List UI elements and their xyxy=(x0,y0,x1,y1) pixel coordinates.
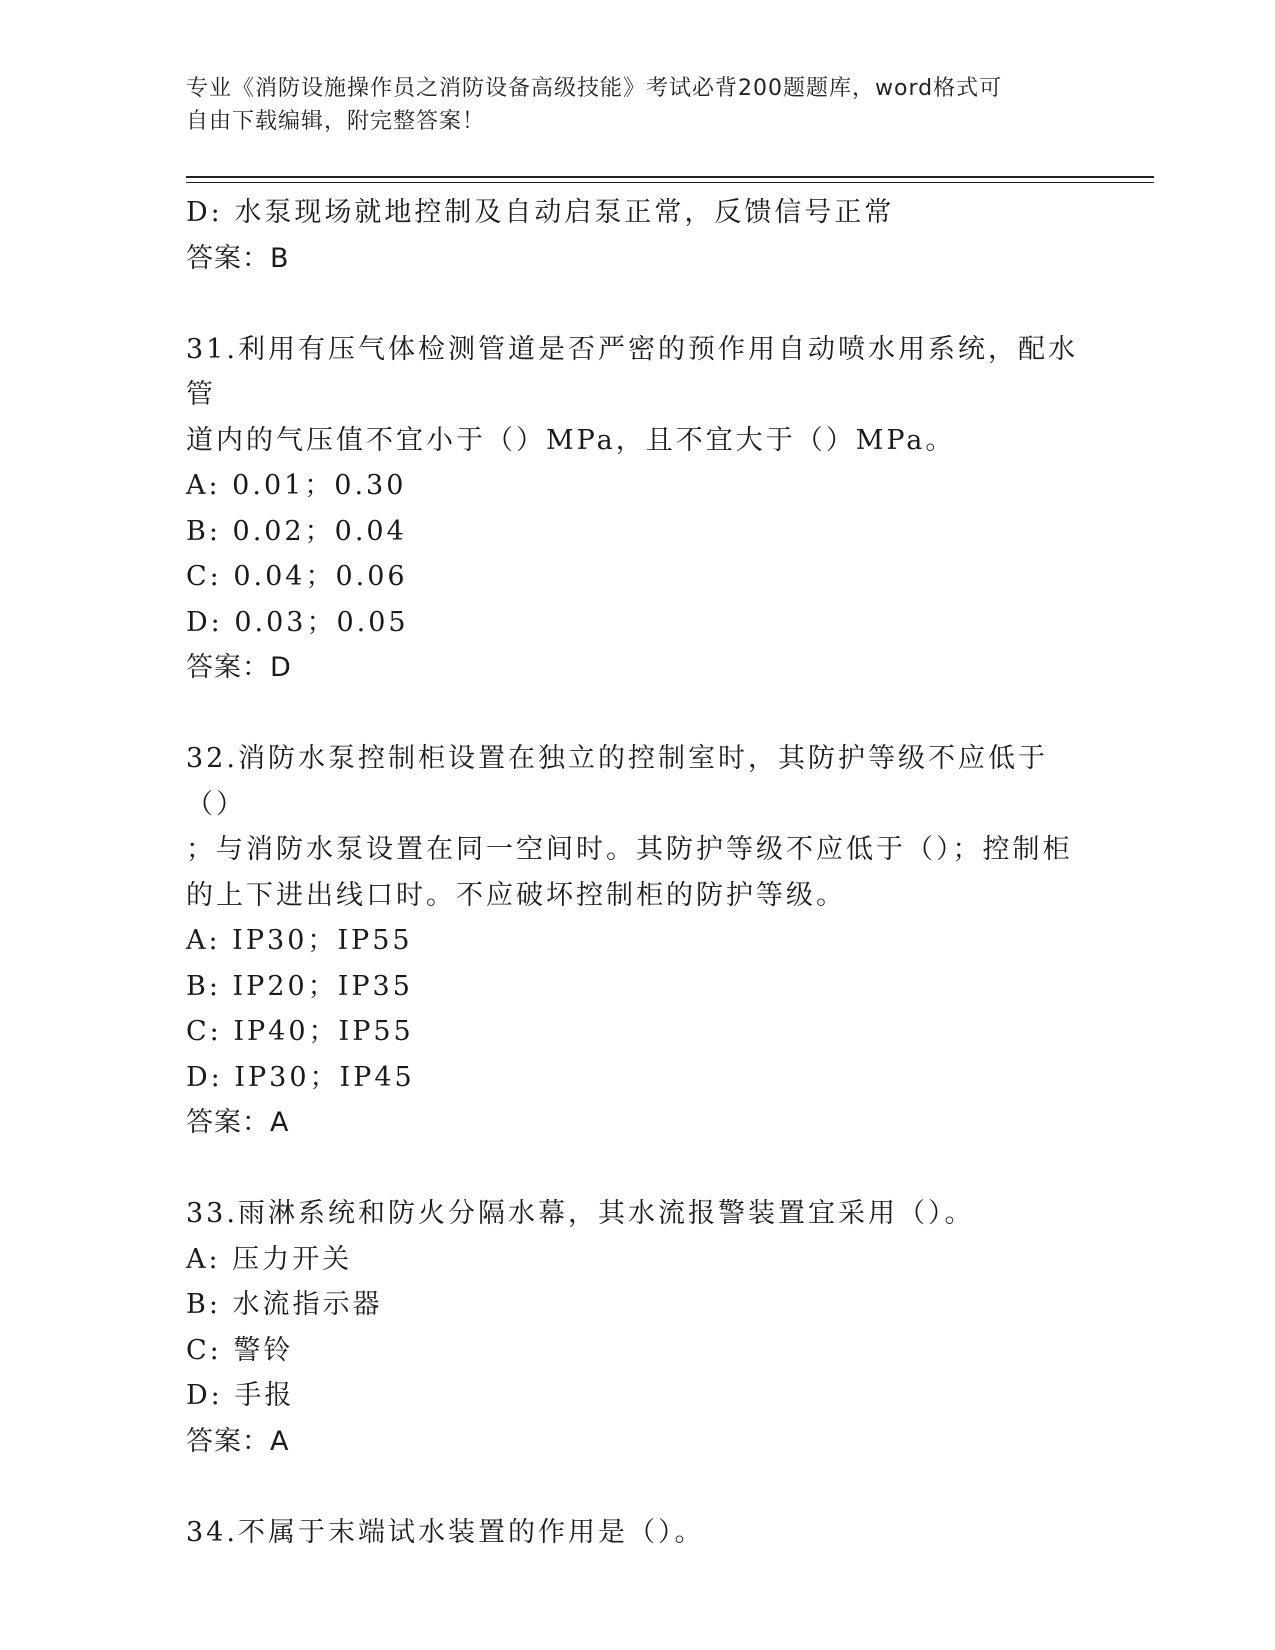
spacer xyxy=(186,1146,1086,1192)
question-stem-line: ；与消防水泵设置在同一空间时。其防护等级不应低于（）；控制柜 xyxy=(186,834,1073,865)
option-c: C: 警铃 xyxy=(186,1334,294,1366)
question-stem-line: 32.消防水泵控制柜设置在独立的控制室时，其防护等级不应低于（） xyxy=(186,743,1048,820)
question-31 xyxy=(186,327,1086,691)
question-33 xyxy=(186,1191,1086,1464)
answer-line: 答案：A xyxy=(186,1107,290,1138)
question-stem-line: 道内的气压值不宜小于（）MPa，且不宜大于（）MPa。 xyxy=(186,424,956,456)
option-d: D: IP30；IP45 xyxy=(186,1061,415,1093)
answer-line: 答案：D xyxy=(186,652,292,683)
previous-question-tail xyxy=(186,190,1086,281)
answer-line: 答案：B xyxy=(186,242,290,274)
header-title-line-1: 专业《消防设施操作员之消防设备高级技能》考试必背200题题库，word格式可 xyxy=(186,76,1003,101)
spacer xyxy=(186,1464,1086,1510)
option-a: A: 压力开关 xyxy=(186,1243,353,1275)
header-rule-thick xyxy=(186,176,1154,178)
option-b: B: 0.02；0.04 xyxy=(186,515,407,547)
spacer xyxy=(186,281,1086,327)
question-stem-line: 34.不属于末端试水装置的作用是（）。 xyxy=(186,1516,705,1548)
header-rule-thin xyxy=(186,182,1154,183)
header-title-line-2: 自由下载编辑，附完整答案！ xyxy=(186,109,486,134)
question-32 xyxy=(186,736,1086,1146)
question-34 xyxy=(186,1510,1086,1556)
question-stem-line: 33.雨淋系统和防火分隔水幕，其水流报警装置宜采用（）。 xyxy=(186,1198,975,1229)
option-c: C: IP40；IP55 xyxy=(186,1016,414,1047)
spacer xyxy=(186,691,1086,737)
option-c: C: 0.04；0.06 xyxy=(186,561,408,592)
option-b: B: IP20；IP35 xyxy=(186,970,413,1002)
option-d: D: 水泵现场就地控制及自动启泵正常，反馈信号正常 xyxy=(186,197,895,228)
question-stem-line: 31.利用有压气体检测管道是否严密的预作用自动喷水用系统，配水管 xyxy=(186,333,1078,410)
document-header xyxy=(186,72,1066,138)
question-stem-line: 的上下进出线口时。不应破坏控制柜的防护等级。 xyxy=(186,879,846,911)
option-d: D: 手报 xyxy=(186,1380,295,1411)
document-body xyxy=(186,190,1086,1555)
option-a: A: 0.01；0.30 xyxy=(186,470,407,501)
option-b: B: 水流指示器 xyxy=(186,1289,383,1320)
option-d: D: 0.03；0.05 xyxy=(186,606,409,638)
answer-line: 答案：A xyxy=(186,1425,290,1457)
option-a: A: IP30；IP55 xyxy=(186,925,413,956)
